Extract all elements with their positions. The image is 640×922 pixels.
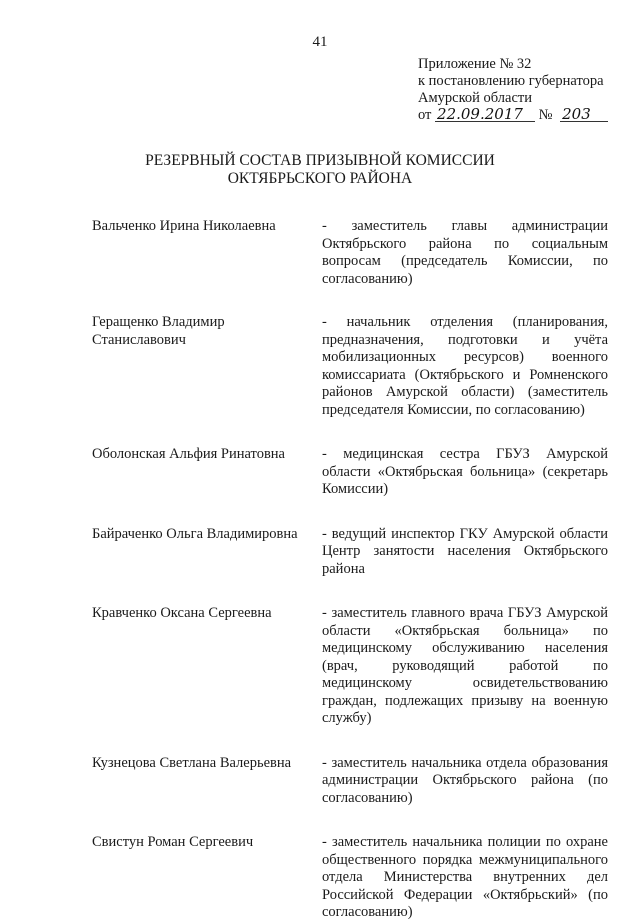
member-name: Геращенко Владимир Станиславович: [92, 314, 225, 348]
member-row: [92, 446, 608, 499]
member-name: Свистун Роман Сергеевич: [92, 834, 254, 850]
member-name: Вальченко Ирина Николаевна: [92, 218, 276, 234]
date-prefix: от: [418, 107, 432, 123]
member-role: - заместитель начальника полиции по охране общественного порядка межмуниципального отдела Министерства внутренних дел Российской Федерации «Октябрьский» (по согласованию): [322, 834, 608, 920]
member-role: - заместитель начальника отдела образования администрации Октябрьского района (по согласованию): [322, 754, 608, 806]
title-line-1: РЕЗЕРВНЫЙ СОСТАВ ПРИЗЫВНОЙ КОМИССИИ: [145, 152, 495, 169]
member-role: - медицинская сестра ГБУЗ Амурской области «Октябрьская больница» (секретарь Комиссии): [322, 446, 608, 497]
member-name: Кравченко Оксана Сергеевна: [92, 605, 272, 621]
member-role: - заместитель главного врача ГБУЗ Амурской области «Октябрьская больница» по медицинскому обслуживанию населения (врач, руководящий работой по медицинскому освидетельствованию граждан, подлежащих призыву на военную службу): [322, 605, 608, 726]
member-role: - начальник отделения (планирования, предназначения, подготовки и учёта мобилизационных ресурсов) военного комиссариата (Октябрьского и Ромненского районов Амурской области) (заместитель председателя Комиссии, по согласованию): [322, 314, 608, 418]
member-row: [92, 526, 608, 579]
member-name: Байраченко Ольга Владимировна: [92, 525, 298, 542]
member-name: Кузнецова Светлана Валерьевна: [92, 754, 292, 771]
page-number: 41: [312, 34, 328, 50]
appendix-block: [418, 56, 608, 124]
member-row: [92, 218, 608, 288]
handwritten-date: 22.09.2017: [435, 107, 535, 122]
appendix-decree-ref: к постановлению губернатора: [418, 73, 604, 89]
member-row: [92, 834, 608, 922]
member-name: Оболонская Альфия Ринатовна: [92, 446, 285, 462]
title-line-2: ОКТЯБРЬСКОГО РАЙОНА: [227, 170, 413, 187]
member-row: [92, 314, 608, 419]
member-role: - ведущий инспектор ГКУ Амурской области Центр занятости населения Октябрьского района: [322, 525, 608, 577]
members-list: [92, 218, 608, 922]
member-role: - заместитель главы администрации Октябрьского района по социальным вопросам (председатель Комиссии, по согласованию): [322, 218, 608, 287]
document-title: [0, 152, 640, 188]
member-row: [92, 605, 608, 728]
appendix-date-line: [418, 107, 608, 124]
appendix-region: Амурской области: [418, 90, 532, 106]
appendix-number: Приложение № 32: [418, 56, 532, 72]
handwritten-number: 203: [560, 107, 608, 122]
number-prefix: №: [538, 107, 553, 123]
member-row: [92, 755, 608, 808]
